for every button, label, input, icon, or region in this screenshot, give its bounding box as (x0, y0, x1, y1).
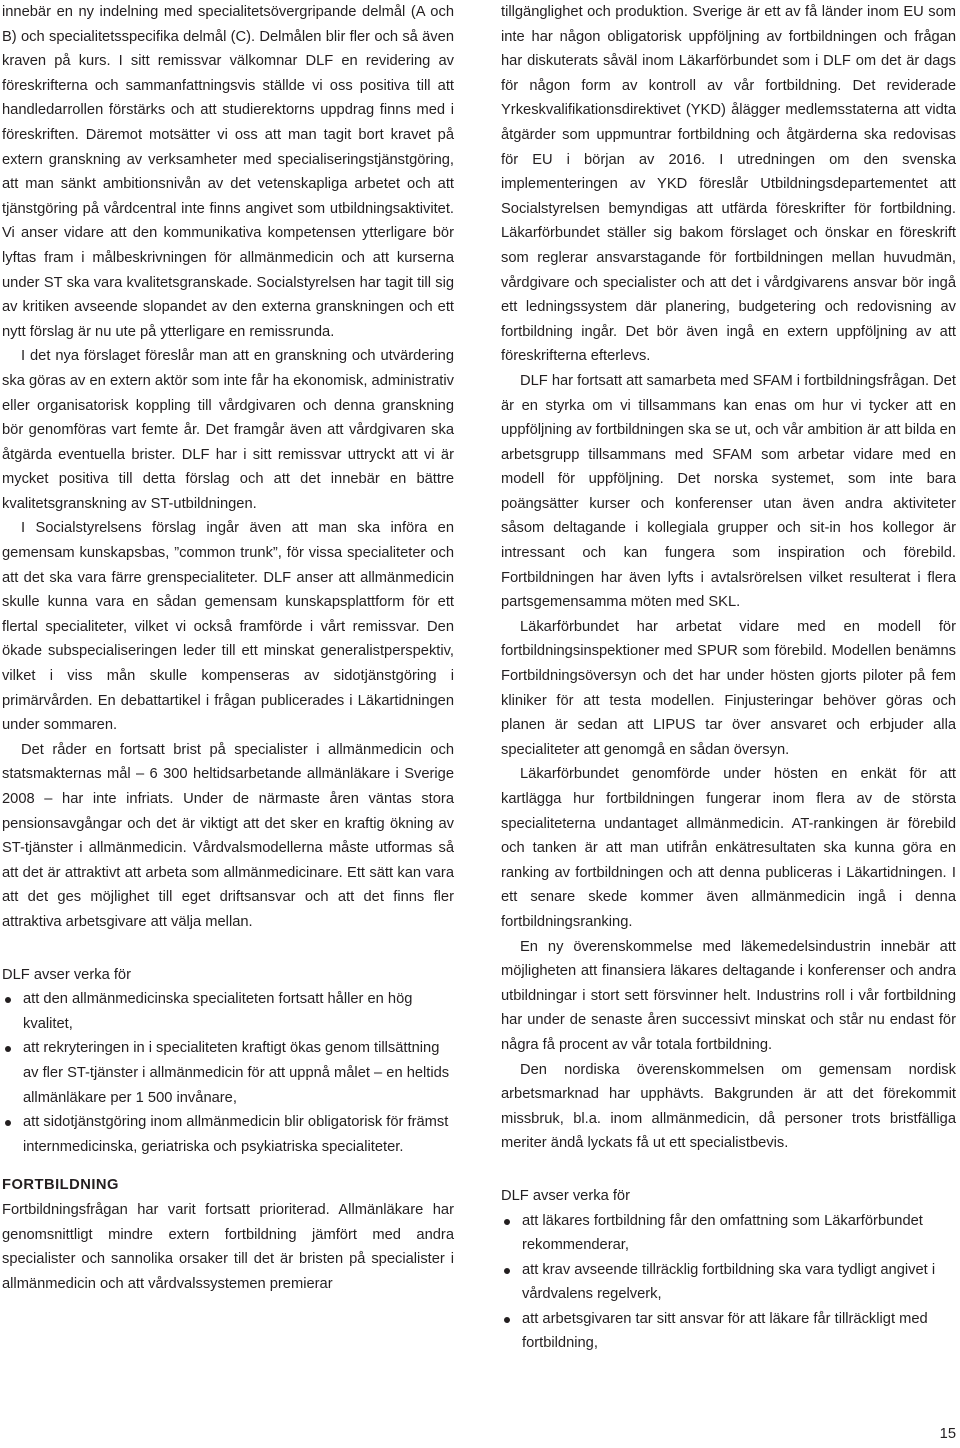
list-item (2, 987, 454, 1036)
body-paragraph: tillgänglighet och produktion. Sverige är ett av få länder inom EU som inte har någon obligatorisk uppföljning av fortbildningen och frågan har diskuterats såväl inom Läkarförbundet som i DLF om det är dags för någon form av kontroll av vår fortbildning. Det reviderade Yrkeskvalifikationsdirektivet (YKD) ålägger medlemsstaterna att vidta åtgärder som uppmuntrar fortbildning och åtgärderna ska redovisas för EU i början av 2016. I utredningen om den svenska implementeringen av YKD föreslår Utbildningsdepartementet att Socialstyrelsen bemyndigas att utfärda föreskrifter för fortbildning. Läkarförbundet ställer sig bakom förslaget och önskar en föreskrift som reglerar ansvarstagande för fortbildningen mellan huvudmän, vårdgivare och specialister och att det i vårdgivarens ansvar bör ingå ett ledningssystem där planering, budgetering och redovisning av fortbildning ingår. Det bör även ingå en extern uppföljning av att föreskrifterna efterlevs. (501, 4, 956, 365)
body-paragraph: Fortbildningsfrågan har varit fortsatt prioriterad. Allmänläkare har genomsnittligt mindre extern fortbildning jämfört med andra specialister och sannolika orsaker till det är bristen på specialister i allmänmedicin och att vårdvalssystemen premierar (2, 1201, 454, 1292)
body-paragraph: innebär en ny indelning med specialitetsövergripande delmål (A och B) och specialitetsspecifika delmål (C). Delmålen blir fler och så även kraven på kurs. I sitt remissvar välkomnar DLF en revidering av föreskrifterna och sammanfattningsvis ställde vi oss positiva till att handledarrollen förstärks och att studierektorns uppdrag finns med i föreskriften. Däremot motsätter vi oss att man tagit bort kravet på extern granskning av verksamheter med specialiseringstjänstgöring, att man sänkt ambitionsnivån av det vetenskapliga arbetet och att tjänstgöring på vårdcentral inte finns angivet som utbildningsaktivitet. Vi anser vidare att den kommunikativa kompetensen ytterligare bör lyftas fram i målbeskrivningen för allmänmedicin och att kurserna under ST ska vara kvalitetsgranskade. Socialstyrelsen har tagit till sig av kritiken avseende slopandet av den externa granskningen och ett nytt förslag är nu ute på ytterligare en remissrunda. (2, 4, 454, 340)
bullet-list (2, 987, 454, 1159)
body-paragraph: En ny överenskommelse med läkemedelsindustrin innebär att möjligheten att finansiera läkares deltagande i konferenser och andra utbildningar i stort sett försvinner helt. Industrins roll i vår fortbildning har under de senaste åren successivt minskat och står nu endast för några få procent av vår totala fortbildning. (501, 938, 956, 1053)
bullet-icon (5, 1120, 11, 1126)
section-heading: FORTBILDNING (2, 1177, 119, 1194)
list-item-text: att den allmänmedicinska specialiteten fortsatt håller en hög kvalitet, (23, 991, 413, 1032)
paragraph-gap (501, 1156, 956, 1180)
list-item-text: att sidotjänstgöring inom allmänmedicin blir obligatorisk för främst internmedicinska, geriatriska och psykiatriska specialiteter. (23, 1114, 449, 1155)
list-item (2, 1036, 454, 1110)
list-item (501, 1258, 956, 1307)
body-paragraph: I det nya förslaget föreslår man att en granskning och utvärdering ska göras av en extern aktör som inte får ha ekonomisk, administrativ eller organisatorisk koppling till vårdgivaren och denna granskning bör genomföras vart femte år. Det framgår även att vårdgivaren ska åtgärda eventuella brister. DLF har i sitt remissvar uttryckt att vi är mycket positiva till detta förslag och att det innebär en bättre kvalitetsgranskning av ST-utbildningen. (2, 348, 454, 512)
list-item (501, 1209, 956, 1258)
body-paragraph: Den nordiska överenskommelsen om gemensam nordisk arbetsmarknad har upphävts. Bakgrunden är att det förekommit missbruk, bl.a. inom allmänmedicin, då personer trots bristfälliga meriter ändå lyckats få ut ett specialistbevis. (501, 1061, 956, 1152)
bullet-list (501, 1209, 956, 1357)
bullet-icon (504, 1219, 510, 1225)
bullet-icon (504, 1317, 510, 1323)
list-item (501, 1307, 956, 1356)
list-item-text: att rekryteringen in i specialiteten kraftigt ökas genom tillsättning av fler ST-tjänster i allmänmedicin för att uppnå målet – en heltids allmänläkare per 1 500 invånare, (23, 1040, 450, 1106)
list-intro: DLF avser verka för (2, 966, 131, 983)
list-item (2, 1110, 454, 1159)
bullet-icon (5, 997, 11, 1003)
list-item-text: att läkares fortbildning får den omfattning som Läkarförbundet rekommenderar, (522, 1212, 923, 1254)
left-column (2, 0, 454, 1296)
body-paragraph: Det råder en fortsatt brist på specialister i allmänmedicin och statsmakternas mål – 6 300 heltidsarbetande allmänläkare i Sverige 2008 – har inte infriats. Under de närmaste åren väntas stora pensionsavgångar och det är viktigt att det sker en kraftig ökning av ST-tjänster i allmänmedicin. Vårdvalsmodellerna måste utformas så att det är attraktivt att arbeta som allmänmedicinare. Ett sätt kan vara att det ges möjlighet till eget driftsansvar och att det finns fler attraktiva arbetsgivare att välja mellan. (2, 741, 454, 930)
body-paragraph: Läkarförbundet genomförde under hösten en enkät för att kartlägga hur fortbildningen fungerar inom flera av de största specialiteterna undantaget allmänmedicin. AT-rankingen är förebild och tanken är att man utifrån enkätresultaten ska kunna göra en ranking av fortbildningen och att denna publiceras i Läkartidningen. I ett senare skede kommer även allmänmedicin ingå i denna fortbildningsranking. (501, 766, 956, 930)
page-number: 15 (939, 1426, 956, 1442)
bullet-icon (504, 1268, 510, 1274)
body-paragraph: I Socialstyrelsens förslag ingår även att man ska införa en gemensam kunskapsbas, ”common trunk”, för vissa specialiteter och att det ska vara färre grenspecialiteter. DLF anser att allmänmedicin skulle kunna vara en sådan gemensam kunskapsplattform för ett flertal specialiteter, vilket vi också framförde i vårt remissvar. Den ökade subspecialiseringen leder till ett minskat generalistperspektiv, vilket i viss mån skulle kompenseras av sidotjänstgöring i primärvården. En debattartikel i frågan publicerades i Läkartidningen under sommaren. (2, 520, 454, 734)
right-column (501, 0, 956, 1356)
list-item-text: att arbetsgivaren tar sitt ansvar för att läkare får tillräckligt med fortbildning, (522, 1310, 928, 1352)
paragraph-gap (2, 935, 454, 959)
body-paragraph: Läkarförbundet har arbetat vidare med en modell för fortbildningsinspektioner med SPUR som förebild. Modellen benämns Fortbildningsöversyn och det har under hösten gjorts piloter på fem kliniker för att testa modellen. Finjusteringar behöver göras och planen är sedan att LIPUS tar över ansvaret och erbjuder alla specialiteter att genomgå en sådan översyn. (501, 618, 956, 758)
list-item-text: att krav avseende tillräcklig fortbildning ska vara tydligt angivet i vårdvalens regelverk, (522, 1261, 936, 1303)
body-paragraph: DLF har fortsatt att samarbeta med SFAM i fortbildningsfrågan. Det är en styrka om vi tillsammans kan enas om hur vi tycker att en uppföljning av fortbildningen ska se ut, och vår ambition är att bilda en arbetsgrupp tillsammans med SFAM som arbetar vidare med en modell för uppföljning. Det norska systemet, som inte bara poängsätter kurser och konferenser utan även andra aktiviteter såsom deltagande i kollegiala grupper och sit-in hos kollegor är intressant och kan fungera som inspiration och förebild. Fortbildningen har även lyfts i avtalsrörelsen vilket resulterat i flera partsgemensamma möten med SKL. (501, 372, 956, 611)
bullet-icon (5, 1046, 11, 1052)
list-intro: DLF avser verka för (501, 1187, 630, 1204)
